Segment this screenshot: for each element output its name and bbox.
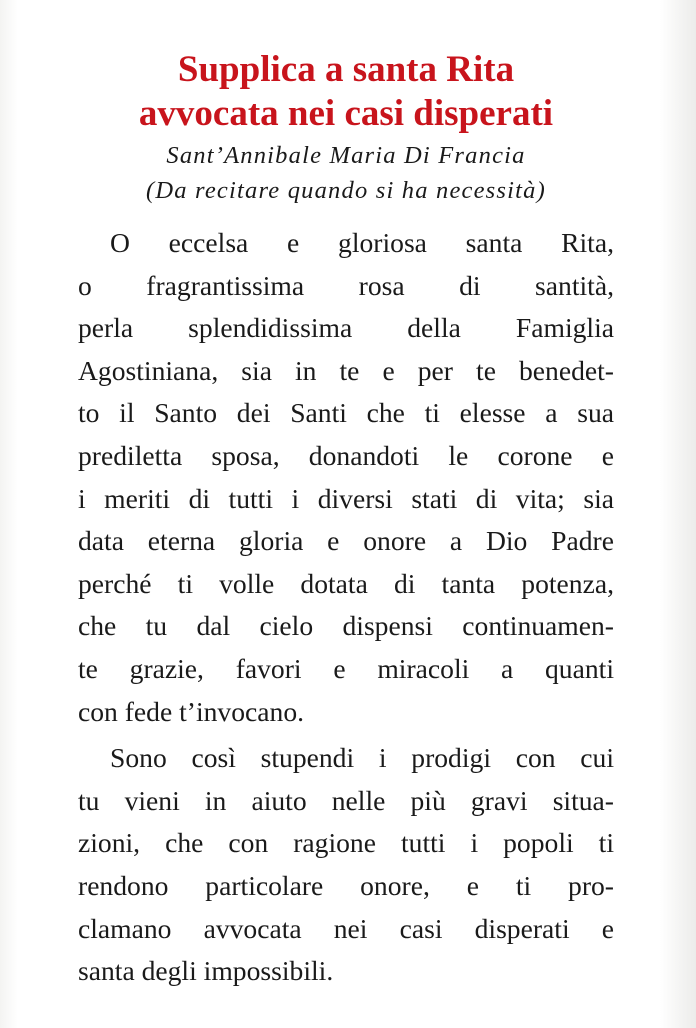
text-line: perché ti volle dotata di tanta potenza,	[78, 567, 614, 599]
usage-note: (Da recitare quando si ha necessità)	[146, 177, 546, 204]
text-line: prediletta sposa, donandoti le corone e	[78, 439, 614, 471]
text-line: Agostiniana, sia in te e per te benedet-	[78, 354, 614, 386]
prayer-title	[78, 48, 614, 136]
text-line: i meriti di tutti i diversi stati di vita; sia	[78, 482, 614, 514]
title-line-1: Supplica a santa Rita	[177, 49, 515, 90]
paragraph-1	[78, 222, 614, 733]
prayer-body	[78, 222, 614, 993]
text-line: data eterna gloria e onore a Dio Padre	[78, 525, 614, 557]
text-line: zioni, che con ragione tutti i popoli ti	[78, 827, 614, 859]
text-line: O eccelsa e gloriosa santa Rita,	[110, 227, 614, 258]
text-line: santa degli impossibili.	[78, 955, 334, 987]
text-line: perla splendidissima della Famiglia	[78, 312, 614, 344]
prayer-subtitle	[78, 138, 614, 208]
text-line: clamano avvocata nei casi disperati e	[78, 912, 614, 944]
text-line: o fragrantissima rosa di santità,	[78, 269, 614, 301]
text-line: Sono così stupendi i prodigi con cui	[110, 742, 614, 774]
prayer-content	[78, 48, 614, 993]
text-line: to il Santo dei Santi che ti elesse a sua	[78, 397, 614, 429]
text-line: rendono particolare onore, e ti pro-	[78, 869, 614, 901]
text-line: che tu dal cielo dispensi continuamen-	[78, 610, 614, 642]
paragraph-2	[78, 737, 614, 993]
text-line: te grazie, favori e miracoli a quanti	[78, 652, 614, 684]
text-line: con fede t’invocano.	[78, 695, 305, 727]
title-line-2: avvocata nei casi disperati	[138, 93, 554, 134]
author-line: Sant’Annibale Maria Di Francia	[166, 142, 526, 169]
text-line: tu vieni in aiuto nelle più gravi situa-	[78, 784, 614, 816]
